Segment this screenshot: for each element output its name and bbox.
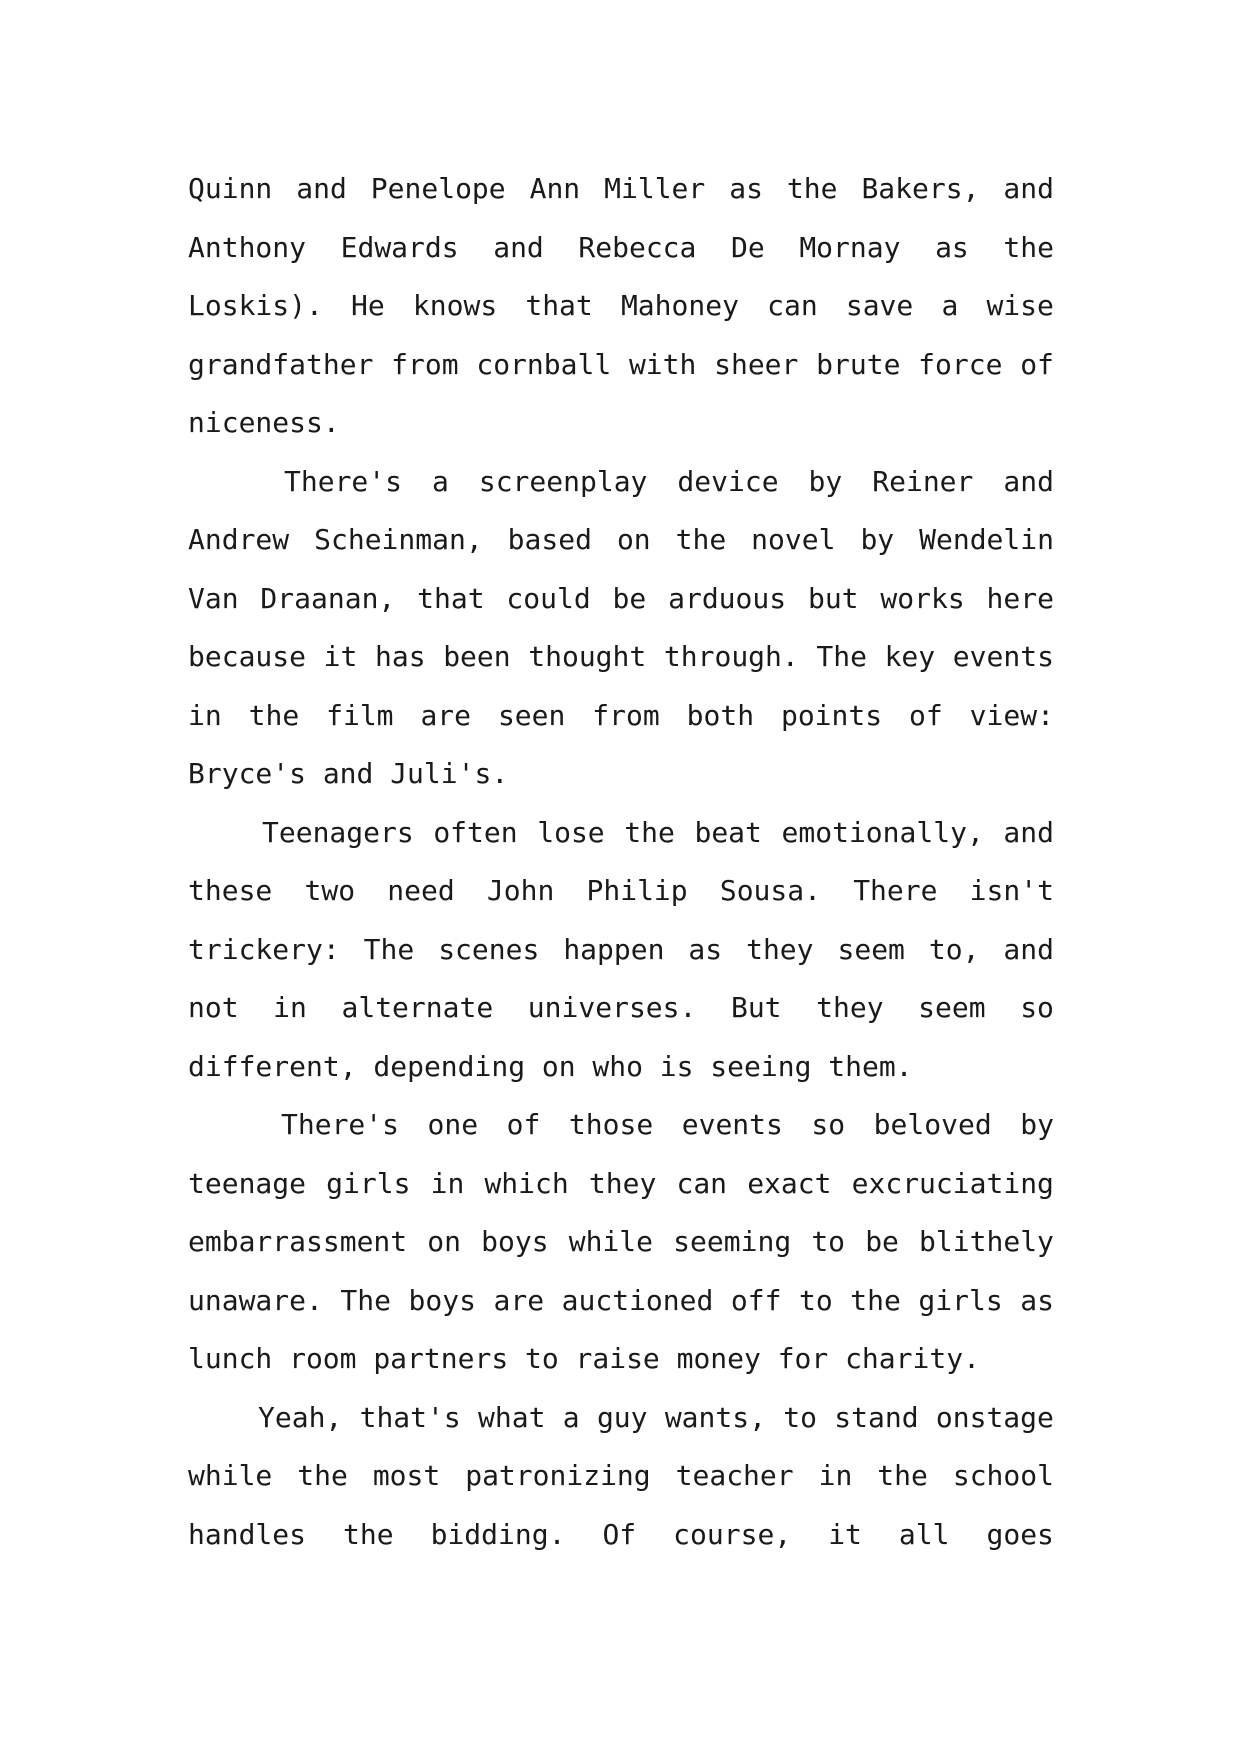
text-line: There's a screenplay device by Reiner and	[284, 464, 1054, 498]
text-line: lunch room partners to raise money for charity.	[188, 1342, 980, 1375]
text-line: in the film are seen from both points of view:	[188, 698, 1054, 732]
text-line: Yeah, that's what a guy wants, to stand onstage	[258, 1400, 1054, 1434]
text-line: while the most patronizing teacher in the school	[188, 1459, 1054, 1492]
text-line: different, depending on who is seeing them.	[188, 1049, 913, 1083]
text-line: handles the bidding. Of course, it all goes	[188, 1517, 1054, 1551]
body-text	[188, 160, 1054, 1564]
text-line: Teenagers often lose the beat emotionally, and	[262, 815, 1054, 849]
text-line: Quinn and Penelope Ann Miller as the Bakers, and	[188, 172, 1054, 205]
text-line: grandfather from cornball with sheer brute force of	[188, 347, 1054, 381]
text-line: trickery: The scenes happen as they seem to, and	[188, 932, 1054, 966]
text-line: embarrassment on boys while seeming to be blithely	[188, 1225, 1054, 1258]
text-line: There's one of those events so beloved by	[281, 1108, 1054, 1141]
text-line: Loskis). He knows that Mahoney can save a wise	[188, 289, 1054, 322]
text-line: Bryce's and Juli's.	[188, 757, 509, 790]
text-line: unaware. The boys are auctioned off to the girls as	[188, 1283, 1054, 1317]
text-line: Van Draanan, that could be arduous but works here	[188, 581, 1054, 615]
text-line: teenage girls in which they can exact excruciating	[188, 1166, 1054, 1200]
text-line: Andrew Scheinman, based on the novel by Wendelin	[188, 523, 1054, 556]
text-line: because it has been thought through. The key events	[188, 640, 1054, 673]
text-line: Anthony Edwards and Rebecca De Mornay as the	[188, 230, 1054, 264]
text-line: not in alternate universes. But they seem so	[188, 991, 1054, 1024]
text-line: niceness.	[188, 406, 340, 439]
text-line: these two need John Philip Sousa. There isn't	[188, 874, 1054, 907]
